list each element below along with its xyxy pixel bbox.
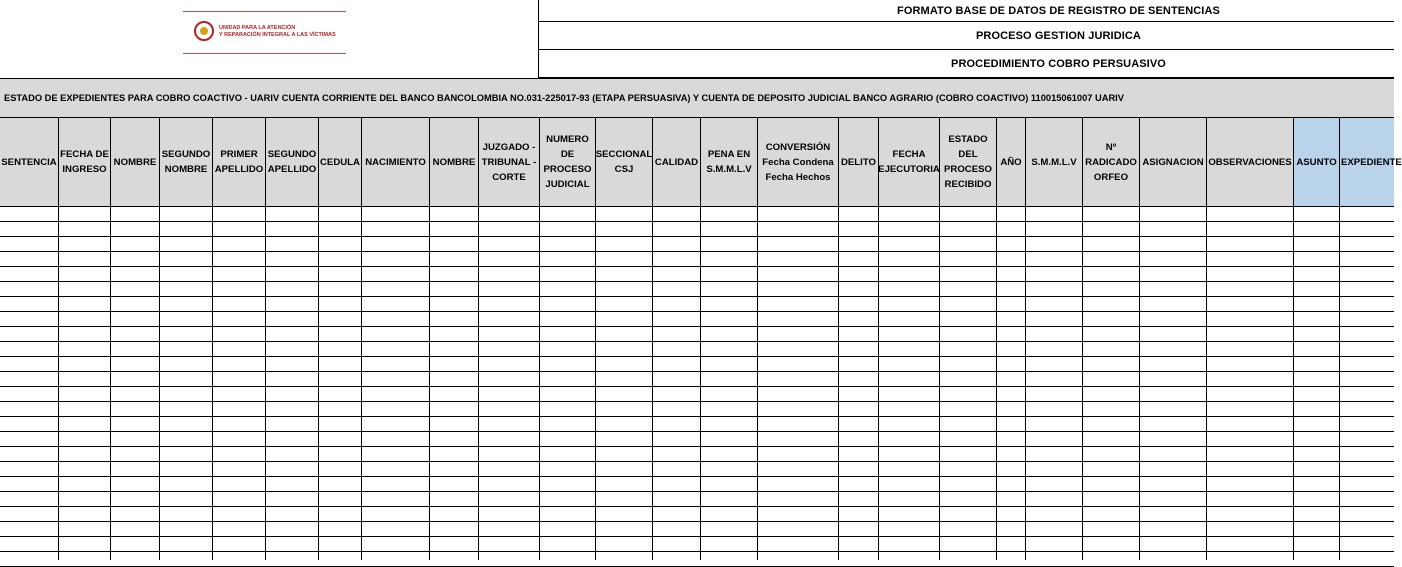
table-row[interactable] bbox=[0, 387, 1394, 402]
grid-column-line bbox=[1206, 207, 1207, 560]
grid-column-line bbox=[1339, 207, 1340, 560]
table-row[interactable] bbox=[0, 372, 1394, 387]
table-row[interactable] bbox=[0, 402, 1394, 417]
column-header-año[interactable]: AÑO bbox=[997, 118, 1026, 207]
column-header-fecha-ejecutoria[interactable]: FECHA EJECUTORIA bbox=[879, 118, 940, 207]
grid-column-line bbox=[700, 207, 701, 560]
table-row[interactable] bbox=[0, 492, 1394, 507]
grid-column-line bbox=[539, 207, 540, 560]
table-row[interactable] bbox=[0, 252, 1394, 267]
table-row[interactable] bbox=[0, 207, 1394, 222]
grid-column-line bbox=[1082, 207, 1083, 560]
column-header-segundo-apellido[interactable]: SEGUNDO APELLIDO bbox=[266, 118, 319, 207]
grid-column-line bbox=[1025, 207, 1026, 560]
procedure-title: PROCEDIMIENTO COBRO PERSUASIVO bbox=[951, 57, 1166, 70]
table-row[interactable] bbox=[0, 282, 1394, 297]
column-header-segundo-nombre[interactable]: SEGUNDO NOMBRE bbox=[160, 118, 213, 207]
column-header-pena-en-s-m-m-l-v[interactable]: PENA EN S.M.M.L.V bbox=[701, 118, 758, 207]
format-title-cell[interactable] bbox=[539, 0, 1394, 22]
column-header-asignacion[interactable]: ASIGNACION bbox=[1140, 118, 1207, 207]
column-header-asunto[interactable]: ASUNTO bbox=[1294, 118, 1340, 207]
grid-column-line bbox=[265, 207, 266, 560]
column-header-seccional-csj[interactable]: SECCIONAL CSJ bbox=[596, 118, 653, 207]
table-row[interactable] bbox=[0, 357, 1394, 372]
status-banner-text: ESTADO DE EXPEDIENTES PARA COBRO COACTIVO - UARIV CUENTA CORRIENTE DEL BANCO BANCOLOMBIA NO.031-225017-93 (ETAPA PERSUASIVA) Y CUENTA DE DEPOSITO JUDICIAL BANCO AGRARIO (COBRO COACTIVO) 110015061007 UARIV bbox=[4, 93, 1124, 103]
column-header-primer-apellido[interactable]: PRIMER APELLIDO bbox=[213, 118, 266, 207]
organization-logo-text bbox=[219, 25, 336, 39]
table-row[interactable] bbox=[0, 462, 1394, 477]
logo-rule-top bbox=[183, 11, 346, 12]
process-title: PROCESO GESTION JURIDICA bbox=[976, 29, 1141, 42]
column-header-numero-de-proceso-judicial[interactable]: NUMERO DE PROCESO JUDICIAL bbox=[540, 118, 596, 207]
logo-cell[interactable] bbox=[0, 0, 539, 78]
column-header-nombre[interactable]: NOMBRE bbox=[430, 118, 479, 207]
column-header-juzgado-tribunal-corte[interactable]: JUZGADO - TRIBUNAL - CORTE bbox=[479, 118, 540, 207]
column-header-delito[interactable]: DELITO bbox=[839, 118, 879, 207]
grid-column-line bbox=[318, 207, 319, 560]
table-row[interactable] bbox=[0, 522, 1394, 537]
logo-text-line-2: Y REPARACIÓN INTEGRAL A LAS VÍCTIMAS bbox=[219, 32, 336, 38]
grid-column-line bbox=[1139, 207, 1140, 560]
logo-rule-bottom bbox=[183, 53, 346, 54]
grid-column-line bbox=[110, 207, 111, 560]
grid-column-line bbox=[1293, 207, 1294, 560]
table-row[interactable] bbox=[0, 342, 1394, 357]
column-header-nacimiento[interactable]: NACIMIENTO bbox=[362, 118, 430, 207]
coat-of-arms-icon bbox=[194, 21, 214, 41]
grid-column-line bbox=[361, 207, 362, 560]
column-header-conversi-n-fecha-condena-fecha-hechos[interactable]: CONVERSIÓN Fecha Condena Fecha Hechos bbox=[758, 118, 839, 207]
table-row[interactable] bbox=[0, 447, 1394, 462]
logo-text-line-1: UNIDAD PARA LA ATENCIÓN bbox=[219, 25, 296, 31]
grid-column-line bbox=[212, 207, 213, 560]
table-row[interactable] bbox=[0, 312, 1394, 327]
grid-column-line bbox=[838, 207, 839, 560]
column-header-observaciones[interactable]: OBSERVACIONES bbox=[1207, 118, 1294, 207]
table-row[interactable] bbox=[0, 237, 1394, 252]
table-row[interactable] bbox=[0, 432, 1394, 447]
status-banner-cell[interactable] bbox=[0, 78, 1394, 118]
grid-column-line bbox=[996, 207, 997, 560]
column-header-expediente[interactable]: EXPEDIENTE bbox=[1340, 118, 1394, 207]
process-title-cell[interactable] bbox=[539, 22, 1394, 50]
table-row[interactable] bbox=[0, 417, 1394, 432]
column-header-estado-del-proceso-recibido[interactable]: ESTADO DEL PROCESO RECIBIDO bbox=[940, 118, 997, 207]
column-header-cedula[interactable]: CEDULA bbox=[319, 118, 362, 207]
format-title: FORMATO BASE DE DATOS DE REGISTRO DE SENTENCIAS bbox=[897, 4, 1220, 17]
grid-column-line bbox=[478, 207, 479, 560]
column-header-sentencia[interactable]: SENTENCIA bbox=[0, 118, 59, 207]
table-row[interactable] bbox=[0, 537, 1394, 552]
procedure-title-cell[interactable] bbox=[539, 50, 1394, 78]
table-row[interactable] bbox=[0, 477, 1394, 492]
column-header-nombre[interactable]: NOMBRE bbox=[111, 118, 160, 207]
table-row[interactable] bbox=[0, 222, 1394, 237]
grid-column-line bbox=[757, 207, 758, 560]
grid-column-line bbox=[652, 207, 653, 560]
table-row[interactable] bbox=[0, 327, 1394, 342]
grid-column-line bbox=[159, 207, 160, 560]
data-grid bbox=[0, 207, 1394, 560]
column-header-s-m-m-l-v[interactable]: S.M.M.L.V bbox=[1026, 118, 1083, 207]
column-header-fecha-de-ingreso[interactable]: FECHA DE INGRESO bbox=[59, 118, 111, 207]
grid-column-line bbox=[939, 207, 940, 560]
column-header-calidad[interactable]: CALIDAD bbox=[653, 118, 701, 207]
grid-column-line bbox=[429, 207, 430, 560]
table-row[interactable] bbox=[0, 552, 1394, 567]
grid-column-line bbox=[595, 207, 596, 560]
column-header-n-radicado-orfeo[interactable]: Nº RADICADO ORFEO bbox=[1083, 118, 1140, 207]
table-row[interactable] bbox=[0, 267, 1394, 282]
grid-column-line bbox=[58, 207, 59, 560]
table-row[interactable] bbox=[0, 507, 1394, 522]
sheet-header bbox=[0, 0, 1394, 78]
grid-column-line bbox=[878, 207, 879, 560]
table-row[interactable] bbox=[0, 297, 1394, 312]
column-header-row bbox=[0, 118, 1402, 207]
